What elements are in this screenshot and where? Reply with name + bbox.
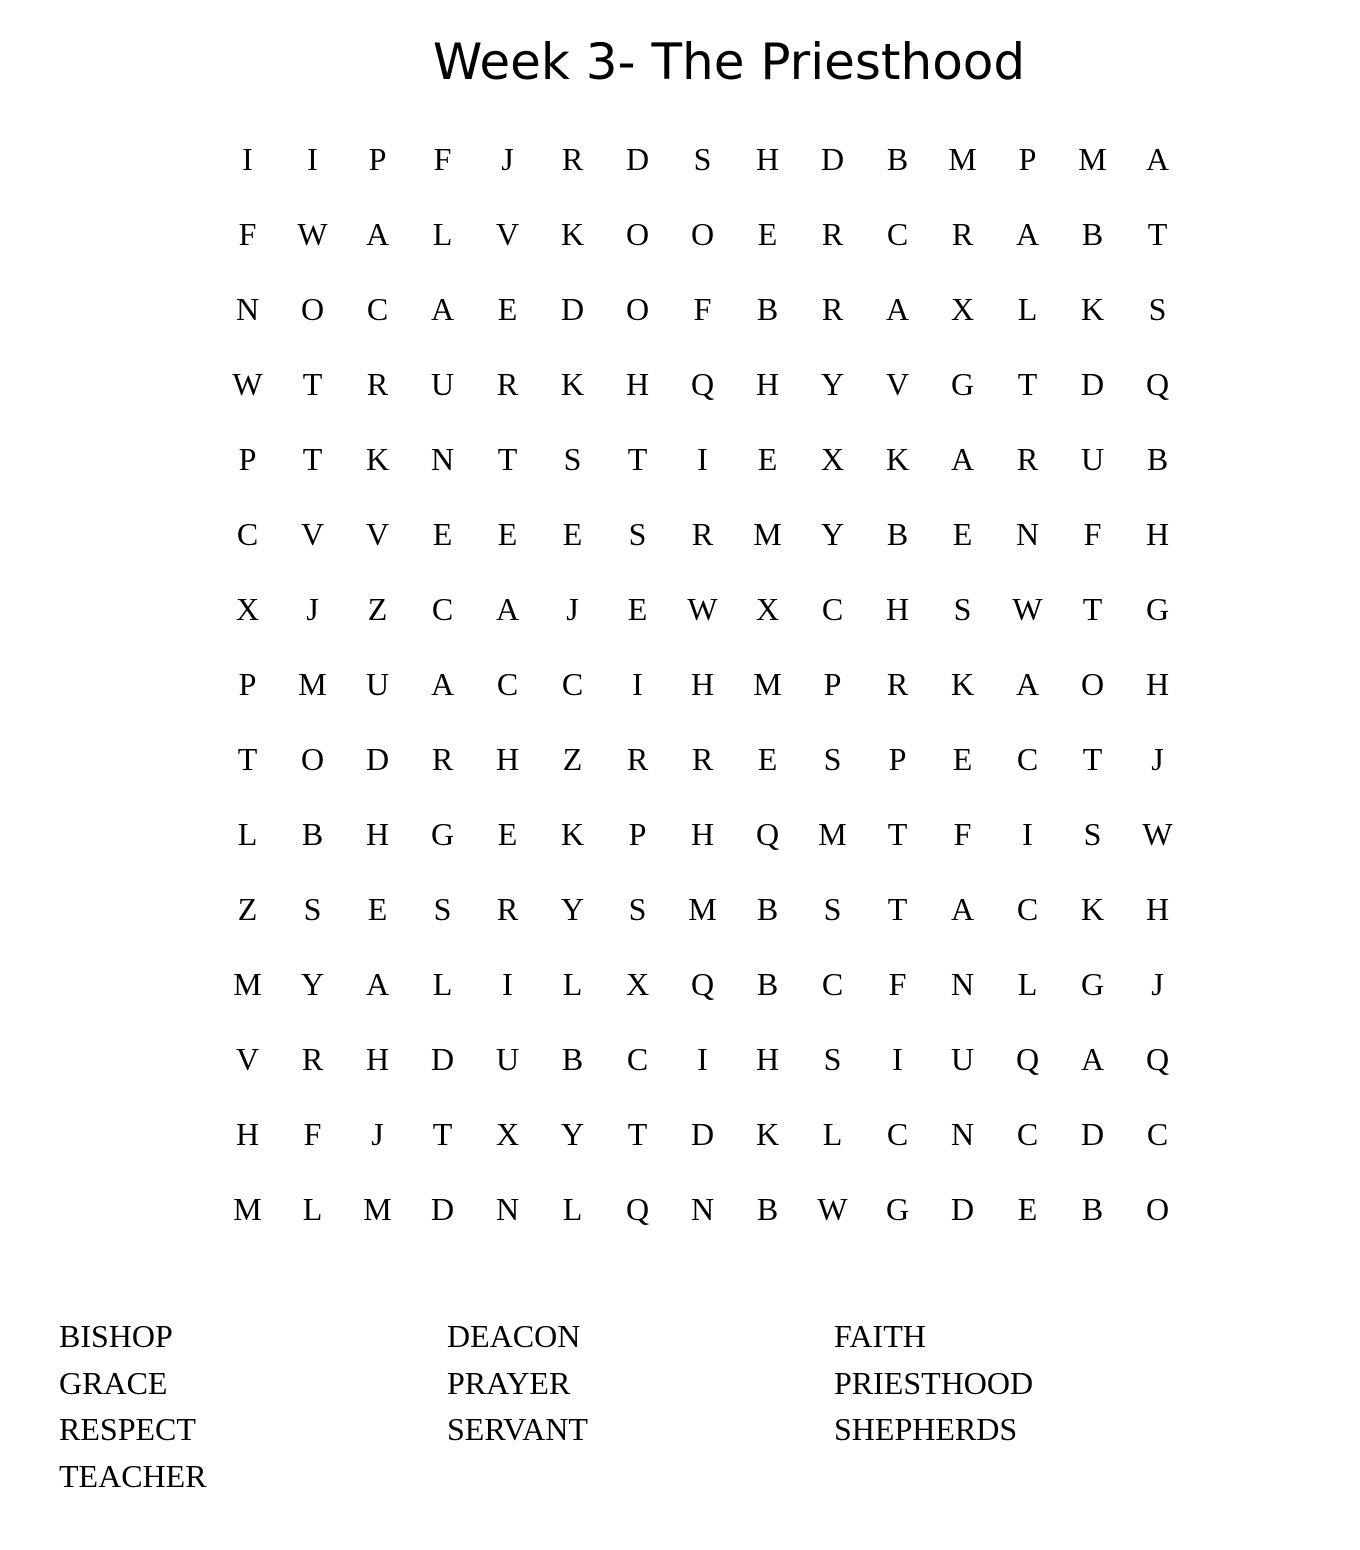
grid-letter: N [235,291,260,327]
grid-letter: F [953,816,972,852]
grid-letter: E [432,516,453,552]
grid-letter: T [432,1116,453,1152]
grid-letter: F [888,966,907,1002]
grid-letter: N [950,966,975,1002]
grid-letter: C [886,216,909,252]
grid-letter: I [632,666,643,702]
grid-letter: C [1016,741,1039,777]
grid-letter: B [756,1191,779,1227]
grid-letter: Q [690,366,715,402]
grid-letter: V [495,216,520,252]
grid-letter: C [236,516,259,552]
grid-letter: S [628,516,647,552]
grid-letter: L [1017,966,1038,1002]
grid-letter: A [1015,666,1040,702]
grid-letter: D [950,1191,975,1227]
grid-letter: L [432,216,453,252]
grid-letter: I [892,1041,903,1077]
grid-letter: A [365,216,390,252]
grid-letter: K [365,441,390,477]
grid-letter: M [753,516,782,552]
grid-letter: H [625,366,650,402]
grid-row [215,947,1190,1022]
word-list [0,1313,1360,1513]
grid-letter: Y [560,1116,585,1152]
grid-letter: M [688,891,717,927]
grid-letter: R [691,516,714,552]
grid-letter: R [821,291,844,327]
grid-letter: Q [690,966,715,1002]
grid-letter: T [1147,216,1168,252]
grid-letter: K [560,366,585,402]
grid-letter: U [1080,441,1105,477]
grid-letter: C [1146,1116,1169,1152]
grid-letter: S [823,891,842,927]
grid-letter: U [430,366,455,402]
grid-letter: A [1145,141,1170,177]
grid-letter: E [952,741,973,777]
grid-letter: N [950,1116,975,1152]
word-list-item: FAITH [834,1318,926,1354]
grid-letter: P [368,141,387,177]
grid-letter: H [755,141,780,177]
grid-row [215,572,1190,647]
grid-row [215,1097,1190,1172]
grid-letter: C [886,1116,909,1152]
grid-letter: B [301,816,324,852]
grid-letter: J [501,141,514,177]
grid-letter: T [237,741,258,777]
page-title: Week 3- The Priesthood [432,33,1026,91]
grid-letter: P [238,666,257,702]
grid-letter: X [625,966,650,1002]
grid-letter: H [1145,891,1170,927]
grid-letter: G [1145,591,1170,627]
grid-letter: C [1016,891,1039,927]
grid-letter: M [948,141,977,177]
grid-letter: Y [300,966,325,1002]
grid-letter: Z [367,591,388,627]
grid-row [215,797,1190,872]
grid-letter: M [233,1191,262,1227]
grid-letter: R [951,216,974,252]
grid-letter: T [497,441,518,477]
grid-letter: T [627,1116,648,1152]
grid-letter: O [300,741,325,777]
grid-letter: E [367,891,388,927]
grid-letter: Y [820,516,845,552]
grid-letter: J [1151,966,1164,1002]
grid-letter: L [562,1191,583,1227]
grid-row [215,722,1190,797]
grid-letter: R [561,141,584,177]
grid-letter: E [497,516,518,552]
grid-row [215,1172,1190,1247]
grid-letter: H [755,366,780,402]
grid-letter: E [1017,1191,1038,1227]
grid-letter: E [952,516,973,552]
grid-letter: X [755,591,780,627]
grid-letter: Q [1145,1041,1170,1077]
grid-letter: W [232,366,263,402]
grid-letter: M [818,816,847,852]
grid-letter: K [1080,291,1105,327]
grid-letter: R [691,741,714,777]
grid-letter: I [502,966,513,1002]
grid-letter: M [233,966,262,1002]
grid-letter: T [1082,741,1103,777]
grid-letter: W [1142,816,1173,852]
word-list-item: TEACHER [59,1457,207,1494]
grid-letter: C [496,666,519,702]
grid-letter: A [885,291,910,327]
grid-letter: O [1145,1191,1170,1227]
grid-letter: A [430,666,455,702]
grid-letter: T [302,366,323,402]
grid-letter: J [1151,741,1164,777]
grid-letter: N [690,1191,715,1227]
grid-letter: Y [560,891,585,927]
grid-letter: I [697,441,708,477]
grid-letter: I [242,141,253,177]
grid-letter: H [235,1116,260,1152]
grid-letter: K [950,666,975,702]
grid-letter: B [756,891,779,927]
grid-letter: B [886,141,909,177]
grid-letter: B [886,516,909,552]
grid-letter: I [1022,816,1033,852]
grid-letter: V [365,516,390,552]
grid-letter: L [822,1116,843,1152]
grid-letter: K [560,216,585,252]
grid-letter: O [625,291,650,327]
word-list-item: BISHOP [59,1318,173,1354]
grid-letter: G [885,1191,910,1227]
grid-letter: H [690,816,715,852]
grid-letter: C [561,666,584,702]
grid-letter: T [1017,366,1038,402]
word-list-item: PRAYER [447,1364,571,1401]
word-list-column-3 [834,1313,1033,1453]
grid-letter: I [697,1041,708,1077]
grid-letter: E [627,591,648,627]
grid-letter: S [628,891,647,927]
grid-letter: K [885,441,910,477]
word-list-item: DEACON [447,1318,581,1354]
grid-letter: T [302,441,323,477]
grid-letter: A [495,591,520,627]
grid-letter: M [363,1191,392,1227]
grid-letter: B [756,966,779,1002]
grid-letter: E [497,291,518,327]
grid-letter: L [432,966,453,1002]
grid-letter: D [430,1041,455,1077]
grid-letter: R [301,1041,324,1077]
grid-letter: T [887,816,908,852]
grid-letter: C [366,291,389,327]
grid-letter: M [298,666,327,702]
word-list-item: SHEPHERDS [834,1411,1018,1447]
grid-letter: O [1080,666,1105,702]
grid-letter: E [497,816,518,852]
grid-letter: D [625,141,650,177]
grid-letter: P [888,741,907,777]
word-list-column-1 [59,1313,207,1499]
grid-letter: J [306,591,319,627]
word-list-item: PRIESTHOOD [834,1364,1034,1401]
grid-row [215,1022,1190,1097]
grid-letter: H [755,1041,780,1077]
grid-letter: E [757,741,778,777]
grid-letter: H [365,1041,390,1077]
grid-letter: I [307,141,318,177]
grid-letter: W [817,1191,848,1227]
grid-letter: B [1146,441,1169,477]
grid-letter: E [757,441,778,477]
grid-letter: U [950,1041,975,1077]
word-list-column-2 [447,1313,588,1453]
grid-letter: A [950,891,975,927]
grid-letter: H [1145,666,1170,702]
grid-letter: S [1148,291,1167,327]
grid-row [215,647,1190,722]
grid-letter: F [303,1116,322,1152]
grid-letter: H [885,591,910,627]
grid-letter: L [1017,291,1038,327]
word-list-item: SERVANT [447,1411,588,1447]
grid-letter: J [566,591,579,627]
grid-letter: S [303,891,322,927]
grid-letter: S [693,141,712,177]
grid-letter: V [235,1041,260,1077]
grid-letter: C [1016,1116,1039,1152]
grid-letter: H [690,666,715,702]
grid-letter: A [365,966,390,1002]
grid-letter: B [756,291,779,327]
grid-letter: Z [237,891,258,927]
grid-letter: D [560,291,585,327]
grid-letter: L [562,966,583,1002]
grid-letter: A [950,441,975,477]
grid-letter: V [300,516,325,552]
grid-row [215,347,1190,422]
grid-letter: P [628,816,647,852]
grid-letter: P [1018,141,1037,177]
grid-letter: P [238,441,257,477]
grid-letter: D [430,1191,455,1227]
grid-letter: W [687,591,718,627]
grid-letter: E [562,516,583,552]
grid-letter: B [1081,216,1104,252]
grid-letter: J [371,1116,384,1152]
grid-letter: N [430,441,455,477]
grid-letter: S [563,441,582,477]
grid-letter: S [953,591,972,627]
grid-letter: N [495,1191,520,1227]
word-search-grid [215,122,1190,1247]
grid-letter: C [431,591,454,627]
grid-row [215,122,1190,197]
grid-letter: G [950,366,975,402]
grid-letter: A [430,291,455,327]
grid-letter: C [821,591,844,627]
grid-letter: X [950,291,975,327]
grid-letter: Q [755,816,780,852]
grid-row [215,497,1190,572]
grid-letter: W [297,216,328,252]
grid-letter: A [1015,216,1040,252]
grid-letter: V [885,366,910,402]
grid-letter: X [495,1116,520,1152]
grid-letter: S [433,891,452,927]
grid-letter: O [625,216,650,252]
grid-letter: R [821,216,844,252]
grid-row [215,197,1190,272]
grid-letter: O [690,216,715,252]
grid-letter: T [1082,591,1103,627]
grid-letter: Q [1015,1041,1040,1077]
grid-letter: X [235,591,260,627]
grid-letter: R [431,741,454,777]
grid-letter: S [823,1041,842,1077]
grid-letter: H [365,816,390,852]
grid-letter: Y [820,366,845,402]
grid-row [215,872,1190,947]
grid-row [215,272,1190,347]
grid-letter: O [300,291,325,327]
grid-letter: S [1083,816,1102,852]
grid-letter: D [1080,366,1105,402]
grid-letter: Q [625,1191,650,1227]
grid-letter: C [626,1041,649,1077]
word-list-item: RESPECT [59,1411,196,1447]
grid-letter: T [887,891,908,927]
grid-letter: F [693,291,712,327]
grid-letter: K [560,816,585,852]
grid-letter: Z [562,741,583,777]
grid-letter: N [1015,516,1040,552]
grid-letter: R [886,666,909,702]
grid-letter: T [627,441,648,477]
grid-letter: R [366,366,389,402]
grid-letter: M [753,666,782,702]
grid-letter: D [820,141,845,177]
grid-letter: G [1080,966,1105,1002]
grid-row [215,422,1190,497]
grid-letter: R [626,741,649,777]
grid-letter: H [495,741,520,777]
grid-letter: B [1081,1191,1104,1227]
grid-letter: H [1145,516,1170,552]
grid-letter: S [823,741,842,777]
word-list-item: GRACE [59,1364,168,1401]
grid-letter: R [496,891,519,927]
grid-letter: F [238,216,257,252]
grid-letter: E [757,216,778,252]
grid-letter: B [561,1041,584,1077]
grid-letter: A [1080,1041,1105,1077]
grid-letter: K [755,1116,780,1152]
grid-letter: L [237,816,258,852]
grid-letter: D [365,741,390,777]
grid-letter: F [433,141,452,177]
grid-letter: U [365,666,390,702]
grid-letter: M [1078,141,1107,177]
grid-letter: C [821,966,844,1002]
grid-letter: L [302,1191,323,1227]
grid-letter: K [1080,891,1105,927]
grid-letter: W [1012,591,1043,627]
grid-letter: D [1080,1116,1105,1152]
grid-letter: D [690,1116,715,1152]
grid-letter: R [1016,441,1039,477]
grid-letter: X [820,441,845,477]
grid-letter: Q [1145,366,1170,402]
grid-letter: U [495,1041,520,1077]
grid-letter: R [496,366,519,402]
grid-letter: P [823,666,842,702]
grid-letter: F [1083,516,1102,552]
grid-letter: G [430,816,455,852]
